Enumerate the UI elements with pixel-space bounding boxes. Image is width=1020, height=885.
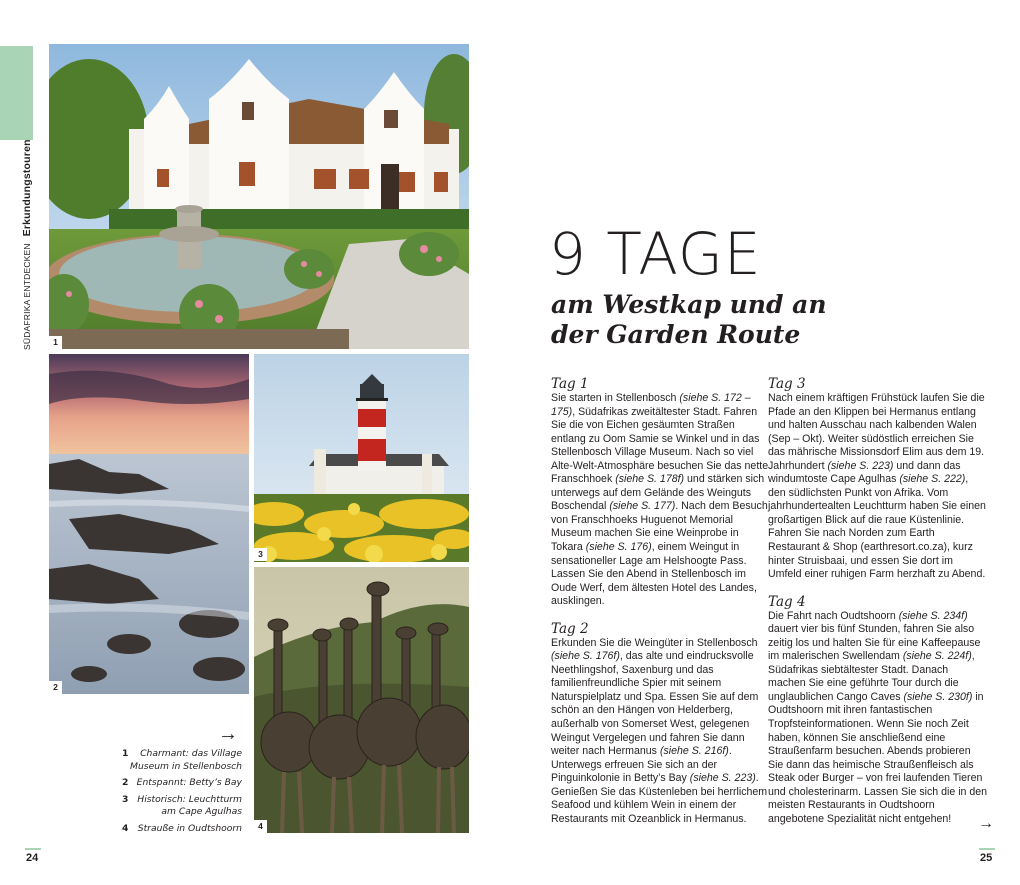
- day-heading: Tag 4: [768, 593, 806, 610]
- running-header-section: SÜDAFRIKA ENTDECKEN: [22, 243, 32, 350]
- page-reference: (siehe S. 230f): [903, 690, 973, 703]
- caption-number: 2: [122, 777, 129, 789]
- caption-text: Historisch: Leuchtturm am Cape Agulhas: [137, 793, 242, 818]
- page-number-left: 24: [26, 852, 39, 864]
- page-number-rule: [979, 848, 995, 850]
- day-heading: Tag 3: [768, 376, 806, 392]
- body-text: und stärken sich unterwegs auf dem Gelände des Weinguts Boschendal: [551, 473, 765, 513]
- page-reference: (siehe S. 222): [899, 473, 966, 486]
- photo-ostriches-oudtshoorn: [254, 567, 469, 833]
- body-text: dauert vier bis fünf Stunden, fahren Sie also zeitig los und halten Sie für eine Kaffeepause im malerischen Swellendam: [768, 623, 981, 663]
- continue-arrow-icon: →: [978, 815, 994, 832]
- page-reference: (siehe S. 223): [827, 459, 894, 472]
- photo-number-1: 1: [49, 336, 62, 349]
- photo-number-3: 3: [254, 548, 267, 561]
- day-text: [551, 637, 771, 827]
- body-text: in Oudtshoorn mit ihren fantastischen Tropfsteinformationen. Wenn Sie noch Zeit haben, können Sie anschließend eine Straußenfarm besuchen. Abends probieren Sie dann das heimische Straußenfleisch als Steak oder Burger – von frei laufenden Tieren und cholesterinarm. Lassen Sie sich die in den meisten Restaurants in Oudtshoorn angebotene Spezialität nicht entgehen!: [768, 690, 988, 825]
- photo-number-4: 4: [254, 820, 267, 833]
- body-text: , Südafrikas siebtältester Stadt. Danach machen Sie eine geführte Tour durch die unglaublichen Cango Caves: [768, 650, 975, 703]
- photo-cape-agulhas-lighthouse: [254, 354, 469, 562]
- body-text: . Unterwegs erfreuen Sie sich an der Pinguinkolonie in Betty’s Bay: [551, 745, 732, 785]
- photo-captions: [110, 748, 242, 840]
- day-section-1: [551, 376, 771, 609]
- page-reference: (siehe S. 172 – 175): [551, 392, 751, 418]
- body-text: Die Fahrt nach Oudtshoorn: [768, 609, 899, 622]
- page-reference: (siehe S. 176f): [551, 650, 620, 663]
- caption-4: [110, 823, 242, 836]
- body-text: und dann das windumtoste Cape Agulhas: [768, 459, 961, 486]
- day-section-4: [768, 594, 988, 827]
- caption-1: [110, 748, 242, 773]
- text-column-right: [768, 376, 988, 838]
- body-text: , Südafrikas zweitältester Stadt. Fahren Sie die von Eichen gesäumten Straßen entlang zu Oom Samie se Winkel und in das Stellenbosch Village Museum. Nach so viel Alte-Welt-Atmosphäre besuchen Sie das nette Franschhoek: [551, 405, 769, 486]
- page-title: 9 TAGE: [549, 220, 762, 288]
- caption-2: [110, 777, 242, 790]
- day-section-3: [768, 376, 988, 582]
- body-text: , einem Weingut in sensationeller Lage am Helshoogte Pass. Lassen Sie den Abend in Stellenbosch im Oude Werf, dem ältesten Hotel des Landes, ausklingen.: [551, 541, 757, 608]
- page-reference: (siehe S. 224f): [902, 650, 972, 663]
- body-text: Nach einem kräftigen Frühstück laufen Sie die Pfade an den Klippen bei Hermanus entlang und halten Ausschau nach kalbenden Walen (Sep – Okt). Weiter südöstlich erreichen Sie das mährische Missionsdorf Elim aus dem 19. Jahrhundert: [768, 392, 985, 472]
- day-section-2: [551, 621, 771, 827]
- running-header: [21, 139, 33, 350]
- page-subtitle: am Westkap und an der Garden Route: [551, 290, 827, 349]
- day-text: [551, 392, 771, 609]
- next-arrow-icon: →: [218, 723, 238, 745]
- page-reference: (siehe S. 234f): [898, 609, 968, 622]
- photo-village-museum: [49, 44, 469, 349]
- caption-text: Charmant: das Village Museum in Stellenbosch: [130, 748, 242, 772]
- running-header-chapter: Erkundungstouren: [21, 139, 33, 237]
- page-reference: (siehe S. 177): [609, 500, 676, 513]
- caption-text: Entspannt: Betty’s Bay: [136, 777, 242, 789]
- body-text: Erkunden Sie die Weingüter in Stellenbosch: [551, 636, 758, 649]
- photo-bettys-bay: [49, 354, 249, 694]
- day-text: [768, 610, 988, 827]
- body-text: . Nach dem Besuch von Franschhoeks Huguenot Memorial Museum machen Sie eine Weinprobe in Tokara: [551, 500, 768, 554]
- photo-number-2: 2: [49, 681, 62, 694]
- day-heading: Tag 1: [551, 376, 589, 392]
- page-reference: (siehe S. 176): [585, 541, 652, 554]
- body-text: , den südlichsten Punkt von Afrika. Vom jahrhundertealten Leuchtturm haben Sie einen großartigen Blick auf die raue Küstenlinie. Fahren Sie nach Norden zum Earth Restaurant & Shop (earthresort.co.za), kurz hinter Struisbaai, und essen Sie dort im Umfeld einer ruhigen Farm herzhaft zu Abend.: [768, 473, 986, 581]
- body-text: Sie starten in Stellenbosch: [551, 392, 680, 404]
- body-text: . Genießen Sie das Küstenleben bei herrlichem Seafood und kühlem Wein in einem der Restaurants mit Ozeanblick in Hermanus.: [551, 772, 768, 825]
- page-reference: (siehe S. 216f): [659, 745, 729, 758]
- text-column-left: [551, 376, 771, 838]
- caption-number: 3: [122, 793, 129, 805]
- caption-3: [110, 794, 242, 819]
- body-text: , das alte und eindrucksvolle Neethlingshof, Saxenburg und das familienfreundliche Spier mit seinem Naturspielplatz und Spa. Essen Sie auf dem schön an den Hängen von Helderberg, außerhalb von Somerset West, gelegenen Weingut Vergelegen und fahren Sie dann weiter nach Hermanus: [551, 650, 759, 758]
- caption-number: 4: [122, 822, 129, 834]
- day-text: [768, 392, 988, 582]
- page-reference: (siehe S. 178f): [615, 473, 685, 486]
- page-number-right: 25: [980, 852, 993, 864]
- day-heading: Tag 2: [551, 620, 589, 637]
- caption-text: Strauße in Oudtshoorn: [137, 822, 242, 834]
- page-number-rule: [25, 848, 41, 850]
- page-reference: (siehe S. 223): [689, 772, 756, 785]
- section-color-tab: [0, 46, 33, 140]
- caption-number: 1: [122, 748, 129, 759]
